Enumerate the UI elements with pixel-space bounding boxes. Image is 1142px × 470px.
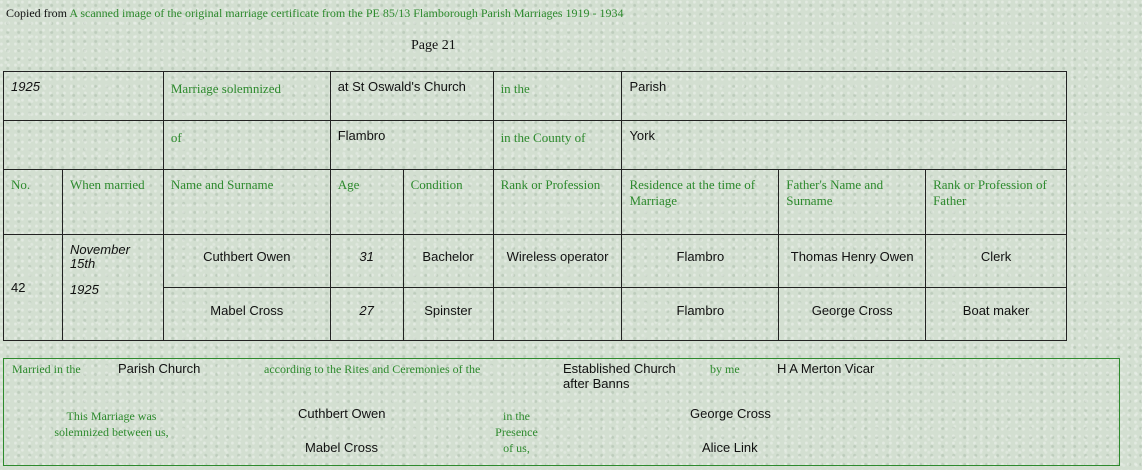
col-residence-label: Residence at the time of Marriage [629,177,756,208]
bride-rank-cell [493,288,622,341]
solemnized-line-1: This Marriage was [66,409,157,423]
bride-name-cell [163,288,330,341]
year-value: 1925 [11,79,40,94]
when-date: November 15th [69,242,130,271]
party-2-value: Mabel Cross [305,440,378,455]
bride-father-name: George Cross [811,303,893,318]
bride-age: 27 [359,303,374,318]
when-cell [62,235,163,341]
groom-name: Cuthbert Owen [203,249,291,264]
marriage-solemnized-label: Marriage solemnized [170,81,281,96]
groom-age: 31 [359,249,374,264]
blank-cell [4,121,164,170]
col-father-name [779,170,926,235]
col-name-label: Name and Surname [170,177,274,192]
solemnized-between-label [24,408,199,440]
groom-father-rank-cell [926,235,1067,288]
entry-no-cell [4,235,63,341]
solemnized-line-2: solemnized between us, [54,425,169,439]
after-banns-value: after Banns [563,376,630,391]
source-line [6,6,624,21]
presence-line-2: Presence [495,425,538,439]
groom-father-name: Thomas Henry Owen [790,249,914,264]
denomination-value: Established Church [563,361,676,376]
by-me-label: by me [710,362,740,376]
presence-line-1: in the [503,409,530,423]
bride-residence: Flambro [676,303,725,318]
presence-line-3: of us, [503,441,530,455]
column-header-row [4,170,1067,235]
witness-2-value: Alice Link [702,440,758,455]
col-no-label: No. [11,177,31,192]
bride-condition-cell [403,288,493,341]
bride-name: Mabel Cross [210,303,284,318]
col-when-label: When married [69,177,145,192]
married-in-label: Married in the [12,362,81,376]
col-rank-label: Rank or Profession [500,177,601,192]
of-label-cell [163,121,330,170]
bride-condition: Spinster [424,303,472,318]
col-name [163,170,330,235]
witness-1-value: George Cross [690,406,771,421]
groom-rank-cell [493,235,622,288]
party-1-value: Cuthbert Owen [298,406,386,421]
year-cell [4,72,164,121]
groom-row [4,235,1067,288]
marriage-certificate-table [3,71,1067,341]
place-cell [330,72,493,121]
town-value: Flambro [337,128,386,143]
groom-residence: Flambro [676,249,725,264]
district-cell [622,72,1067,121]
col-no [4,170,63,235]
groom-age-cell [330,235,403,288]
when-year: 1925 [69,282,99,297]
in-the-label: in the [500,81,530,96]
col-when [62,170,163,235]
bride-rank [494,288,622,310]
col-age-label: Age [337,177,360,192]
of-label: of [170,130,182,145]
source-link[interactable]: A scanned image of the original marriage certificate from the PE 85/13 Flamborough Parish Marriages 1919 - 1934 [69,6,624,20]
district-value: Parish [629,79,667,94]
bride-age-cell [330,288,403,341]
county-label: in the County of [500,130,586,145]
source-prefix: Copied from [6,6,67,20]
page-number: Page 21 [411,38,456,53]
bride-row [4,288,1067,341]
church-value: Parish Church [118,361,201,376]
rites-label: according to the Rites and Ceremonies of the [264,362,481,376]
presence-label [474,408,559,456]
county-cell [622,121,1067,170]
groom-residence-cell [622,235,779,288]
bride-residence-cell [622,288,779,341]
county-label-cell [493,121,622,170]
col-age [330,170,403,235]
in-the-label-cell [493,72,622,121]
witness-box [3,358,1120,466]
county-value: York [629,128,655,143]
officiant-value: H A Merton Vicar [777,361,875,376]
groom-rank: Wireless operator [506,249,609,264]
col-condition [403,170,493,235]
bride-father-rank-cell [926,288,1067,341]
groom-condition: Bachelor [422,249,474,264]
groom-father-rank: Clerk [980,249,1012,264]
entry-no: 42 [11,280,26,295]
col-father-rank-label: Rank or Profession of Father [933,177,1047,208]
groom-father-name-cell [779,235,926,288]
groom-name-cell [163,235,330,288]
header-row-2 [4,121,1067,170]
town-cell [330,121,493,170]
header-row-1 [4,72,1067,121]
col-residence [622,170,779,235]
col-condition-label: Condition [410,177,463,192]
bride-father-name-cell [779,288,926,341]
col-rank [493,170,622,235]
col-father-rank [926,170,1067,235]
col-father-name-label: Father's Name and Surname [786,177,884,208]
place-value: at St Oswald's Church [337,79,466,94]
bride-father-rank: Boat maker [962,303,1030,318]
groom-condition-cell [403,235,493,288]
solemnized-label-cell [163,72,330,121]
